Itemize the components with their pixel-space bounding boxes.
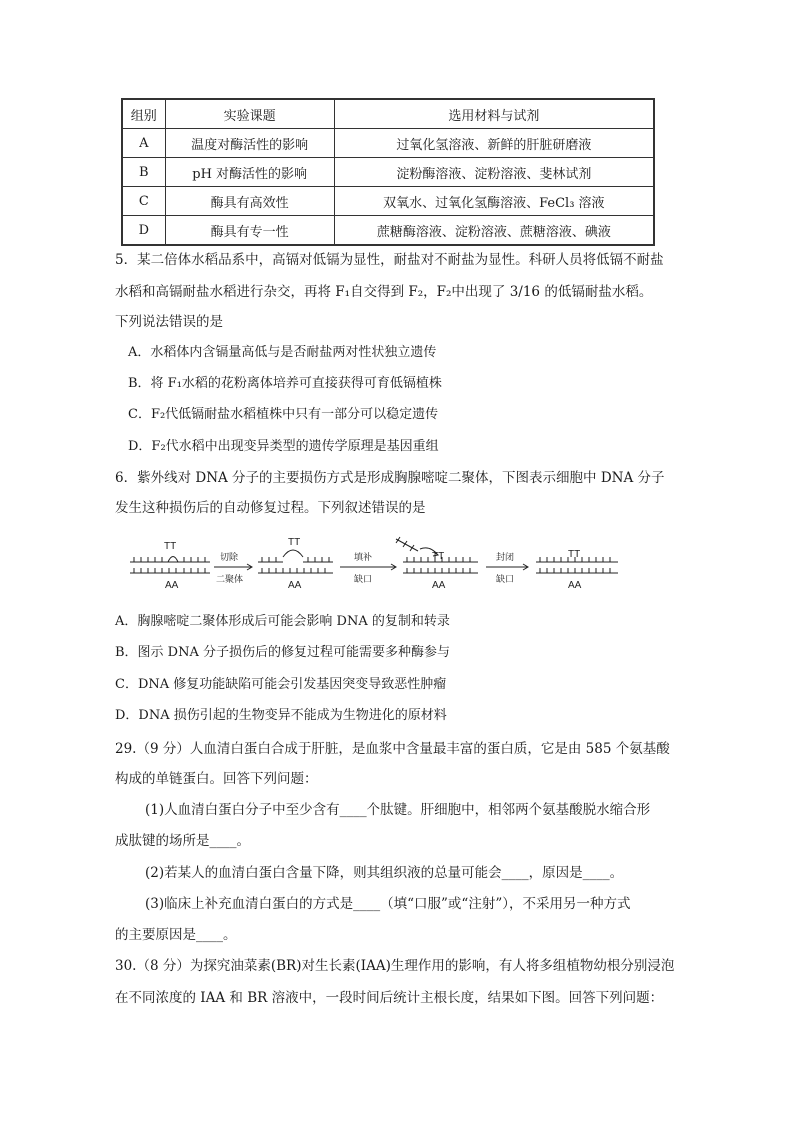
cell-group: C — [122, 187, 165, 216]
q6-option-b: B．图示 DNA 分子损伤后的修复过程可能需要多种酶参与 — [115, 645, 451, 660]
q29-stem-line1: 29.（9 分）人血清白蛋白合成于肝脏，是血浆中含量最丰富的蛋白质，它是由 585 个氨基酸 — [115, 741, 670, 757]
q29-subq2: (2)若某人的血清白蛋白含量下降，则其组织液的总量可能会____，原因是____。 — [145, 865, 624, 881]
table-row — [122, 216, 654, 246]
q6-stem-line2: 发生这种损伤后的自动修复过程。下列叙述错误的是 — [115, 500, 426, 516]
cell-group: D — [122, 216, 165, 246]
table-row — [122, 129, 654, 158]
q6-option-c: C．DNA 修复功能缺陷可能会引发基因突变导致恶性肿瘤 — [115, 677, 447, 692]
tt-label: TT — [288, 537, 301, 548]
header-materials: 选用材料与试剂 — [334, 99, 654, 129]
step1-bottom-label: 二聚体 — [216, 575, 244, 585]
q6-option-d: D．DNA 损伤引起的生物变异不能成为生物进化的原材料 — [115, 708, 447, 723]
cell-topic: 酶具有专一性 — [165, 216, 334, 246]
cell-materials: 双氧水、过氧化氢酶溶液、FeCl₃ 溶液 — [334, 187, 654, 216]
q6-stem-line1: 6．紫外线对 DNA 分子的主要损伤方式是形成胸腺嘧啶二聚体，下图表示细胞中 DNA 分子 — [115, 470, 665, 486]
experiment-table — [121, 98, 655, 246]
cell-topic: 酶具有高效性 — [165, 187, 334, 216]
aa-label: AA — [432, 580, 446, 591]
cell-materials: 蔗糖酶溶液、淀粉溶液、蔗糖溶液、碘液 — [334, 216, 654, 246]
q5-option-c: C．F₂代低镉耐盐水稻植株中只有一部分可以稳定遗传 — [128, 407, 439, 422]
q5-option-b: B．将 F₁水稻的花粉离体培养可直接获得可育低镉植株 — [128, 376, 442, 391]
cell-topic: 温度对酶活性的影响 — [165, 129, 334, 158]
q29-subq1-line2: 成肽键的场所是____。 — [115, 833, 250, 849]
aa-label: AA — [165, 580, 179, 591]
q30-stem-line2: 在不同浓度的 IAA 和 BR 溶液中，一段时间后统计主根长度，结果如下图。回答下列问题： — [115, 990, 664, 1006]
q29-subq3-line1: (3)临床上补充血清白蛋白的方式是____（填“口服”或“注射”），不采用另一种方式 — [145, 896, 631, 912]
table-header-row — [122, 99, 654, 129]
q30-stem-line1: 30.（8 分）为探究油菜素(BR)对生长素(IAA)生理作用的影响，有人将多组植物幼根分别浸泡 — [115, 958, 675, 974]
aa-label: AA — [568, 580, 582, 591]
q5-option-d: D．F₂代水稻中出现变异类型的遗传学原理是基因重组 — [128, 439, 439, 454]
aa-label: AA — [288, 580, 302, 591]
step2-top-label: 填补 — [354, 553, 373, 563]
cell-materials: 淀粉酶溶液、淀粉溶液、斐林试剂 — [334, 158, 654, 187]
step3-bottom-label: 缺口 — [496, 575, 515, 585]
step2-bottom-label: 缺口 — [354, 575, 373, 585]
step3-top-label: 封闭 — [496, 553, 515, 563]
table-row — [122, 158, 654, 187]
q6-option-a: A．胸腺嘧啶二聚体形成后可能会影响 DNA 的复制和转录 — [115, 614, 450, 629]
q29-subq3-line2: 的主要原因是____。 — [115, 927, 237, 943]
cell-group: B — [122, 158, 165, 187]
q5-stem-line3: 下列说法错误的是 — [115, 314, 223, 330]
cell-group: A — [122, 129, 165, 158]
step1-top-label: 切除 — [220, 553, 239, 563]
tt-label: TT — [568, 549, 581, 560]
q5-option-a: A．水稻体内含镉量高低与是否耐盐两对性状独立遗传 — [128, 345, 437, 360]
q5-stem-line1: 5．某二倍体水稻品系中，高镉对低镉为显性，耐盐对不耐盐为显性。科研人员将低镉不耐盐 — [115, 252, 664, 268]
tt-label: TT — [432, 551, 445, 562]
cell-materials: 过氧化氢溶液、新鲜的肝脏研磨液 — [334, 129, 654, 158]
tt-label: TT — [164, 541, 177, 552]
cell-topic: pH 对酶活性的影响 — [165, 158, 334, 187]
table-row — [122, 187, 654, 216]
header-topic: 实验课题 — [165, 99, 334, 129]
q29-stem-line2: 构成的单链蛋白。回答下列问题： — [115, 771, 318, 787]
dna-repair-diagram — [128, 535, 668, 597]
header-group: 组别 — [122, 99, 165, 129]
q5-stem-line2: 水稻和高镉耐盐水稻进行杂交，再将 F₁自交得到 F₂，F₂中出现了 3/16 的低镉耐盐水稻。 — [115, 284, 653, 300]
q29-subq1-line1: (1)人血清白蛋白分子中至少含有____个肽键。肝细胞中，相邻两个氨基酸脱水缩合形 — [145, 802, 651, 818]
